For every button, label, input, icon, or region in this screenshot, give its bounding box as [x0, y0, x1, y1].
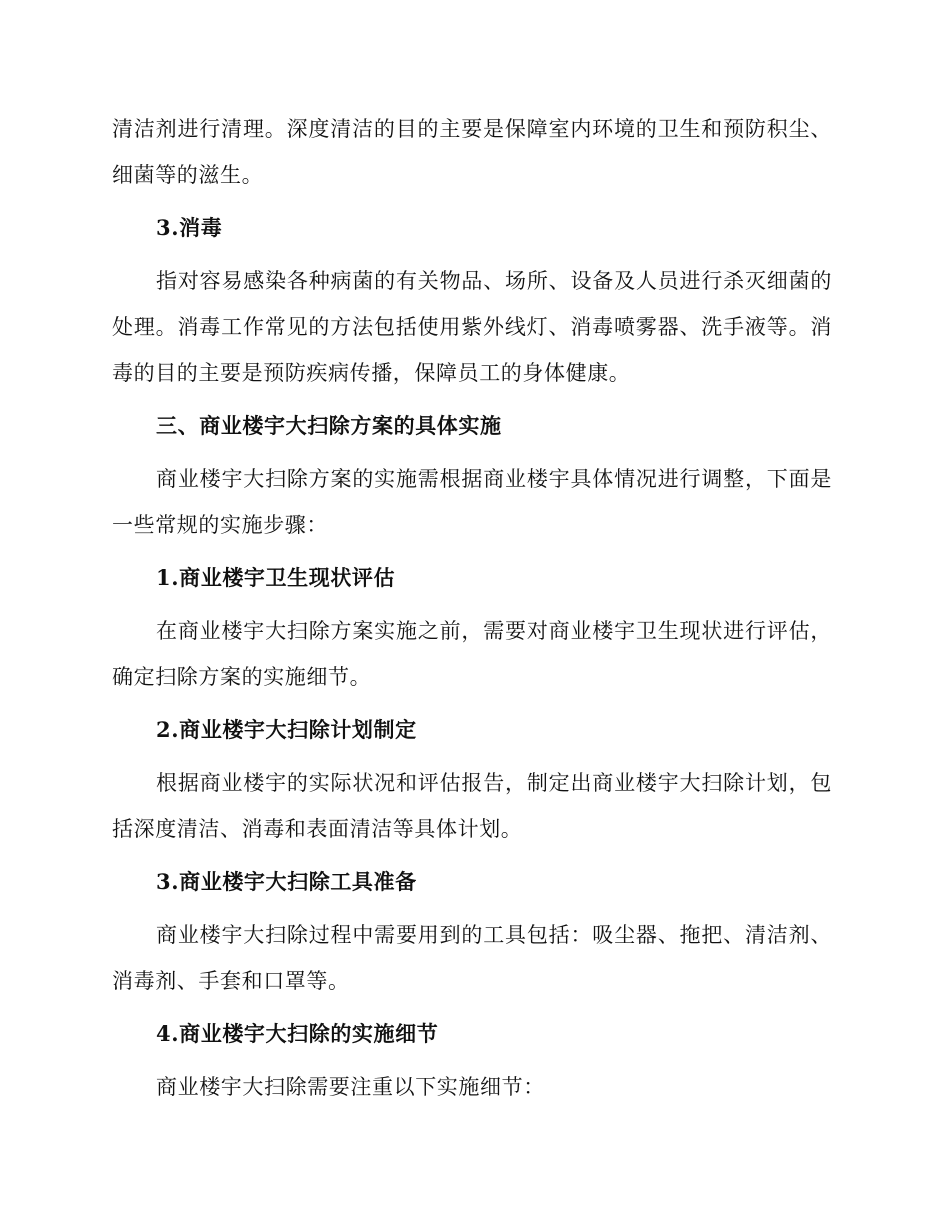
- document-body: [112, 106, 832, 1110]
- paragraph-tool-preparation: 商业楼宇大扫除过程中需要用到的工具包括：吸尘器、拖把、清洁剂、消毒剂、手套和口罩等。: [112, 923, 832, 993]
- heading-tool-preparation: 3.商业楼宇大扫除工具准备: [156, 869, 417, 894]
- paragraph-implementation-intro: 商业楼宇大扫除方案的实施需根据商业楼宇具体情况进行调整，下面是一些常规的实施步骤：: [112, 467, 832, 537]
- paragraph-deep-cleaning-purpose: 清洁剂进行清理。深度清洁的目的主要是保障室内环境的卫生和预防积尘、细菌等的滋生。: [112, 117, 832, 187]
- paragraph-disinfection-description: 指对容易感染各种病菌的有关物品、场所、设备及人员进行杀灭细菌的处理。消毒工作常见的方法包括使用紫外线灯、消毒喷雾器、洗手液等。消毒的目的主要是预防疾病传播，保障员工的身体健康。: [112, 269, 832, 385]
- heading-disinfection: 3.消毒: [156, 215, 223, 240]
- paragraph-hygiene-assessment: 在商业楼宇大扫除方案实施之前，需要对商业楼宇卫生现状进行评估，确定扫除方案的实施细节。: [112, 619, 832, 689]
- heading-cleaning-plan: 2.商业楼宇大扫除计划制定: [156, 717, 417, 742]
- heading-hygiene-assessment: 1.商业楼宇卫生现状评估: [156, 565, 396, 590]
- heading-section-three-implementation: 三、商业楼宇大扫除方案的具体实施: [156, 413, 502, 438]
- heading-implementation-details: 4.商业楼宇大扫除的实施细节: [156, 1021, 439, 1046]
- paragraph-implementation-details: 商业楼宇大扫除需要注重以下实施细节：: [156, 1075, 545, 1099]
- paragraph-cleaning-plan: 根据商业楼宇的实际状况和评估报告，制定出商业楼宇大扫除计划，包括深度清洁、消毒和表面清洁等具体计划。: [112, 771, 832, 841]
